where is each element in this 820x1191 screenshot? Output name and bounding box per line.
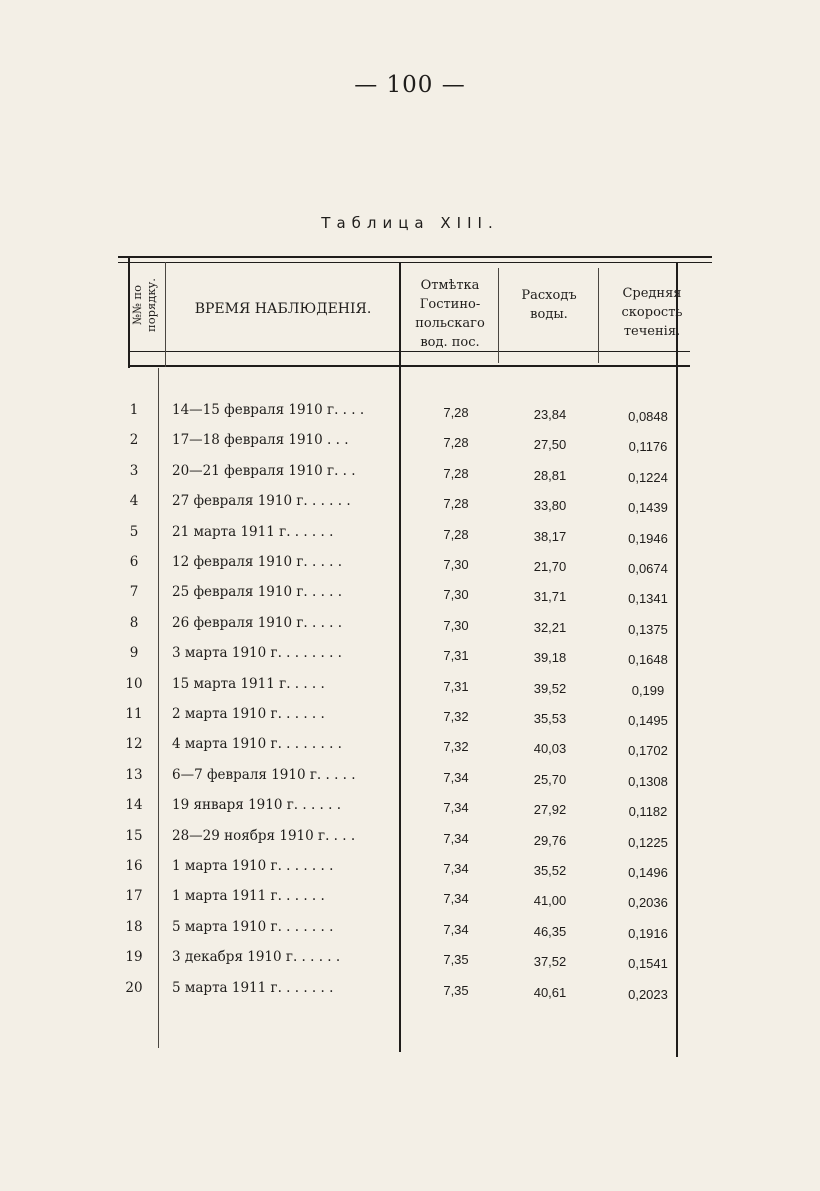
table-row bbox=[0, 609, 820, 639]
header-num-label: №№ по порядку. bbox=[130, 278, 158, 332]
water-discharge: 35,52 bbox=[533, 863, 567, 878]
mean-velocity: 0,1308 bbox=[628, 773, 668, 789]
mean-velocity: 0,1916 bbox=[628, 925, 668, 941]
mean-velocity: 0,199 bbox=[631, 682, 665, 698]
gauge-mark: 7,32 bbox=[443, 709, 469, 724]
row-number: 10 bbox=[125, 675, 143, 692]
gauge-mark: 7,34 bbox=[443, 861, 469, 876]
row-number: 2 bbox=[129, 432, 139, 449]
table-row bbox=[0, 822, 820, 852]
table-top-rule-secondary bbox=[118, 262, 712, 263]
row-number: 11 bbox=[125, 706, 143, 722]
row-number: 14 bbox=[125, 797, 143, 814]
water-discharge: 37,52 bbox=[533, 954, 567, 970]
header-mark: Отмѣтка Гостино-польскаго вод. пос. bbox=[415, 278, 485, 350]
mean-velocity: 0,1439 bbox=[628, 500, 668, 516]
water-discharge: 33,80 bbox=[533, 498, 567, 514]
table-row bbox=[0, 396, 820, 426]
observation-time: 4 марта 1910 г. . . . . . . . bbox=[172, 736, 342, 753]
column-divider-mark bbox=[498, 268, 499, 363]
mean-velocity: 0,1341 bbox=[628, 591, 668, 607]
water-discharge: 39,18 bbox=[533, 650, 567, 666]
table-row bbox=[0, 457, 820, 487]
table-row bbox=[0, 426, 820, 456]
table-row bbox=[0, 761, 820, 791]
header-bottom-rule-thick bbox=[130, 365, 690, 367]
observation-time: 5 марта 1910 г. . . . . . . bbox=[172, 918, 334, 935]
mean-velocity: 0,1225 bbox=[628, 834, 668, 850]
table-row bbox=[0, 882, 820, 912]
mean-velocity: 0,2036 bbox=[628, 895, 668, 911]
gauge-mark: 7,28 bbox=[443, 435, 469, 451]
observation-time: 2 марта 1910 г. . . . . . bbox=[172, 706, 325, 722]
observation-time: 27 февраля 1910 г. . . . . . bbox=[172, 493, 351, 510]
water-discharge: 27,92 bbox=[533, 802, 567, 818]
mean-velocity: 0,1176 bbox=[628, 439, 668, 455]
gauge-mark: 7,28 bbox=[443, 405, 469, 420]
table-row bbox=[0, 578, 820, 608]
table-row bbox=[0, 639, 820, 669]
gauge-mark: 7,31 bbox=[443, 678, 469, 694]
water-discharge: 32,21 bbox=[533, 619, 567, 635]
mean-velocity: 0,1946 bbox=[628, 530, 668, 546]
header-flow: Расходъ воды. bbox=[521, 288, 577, 322]
table-row bbox=[0, 730, 820, 760]
gauge-mark: 7,28 bbox=[443, 465, 469, 481]
mean-velocity: 0,1648 bbox=[628, 652, 668, 668]
water-discharge: 38,17 bbox=[533, 528, 567, 544]
observation-time: 28—29 ноября 1910 г. . . . bbox=[172, 827, 356, 844]
table-row bbox=[0, 974, 820, 1004]
table-title: Таблица XIII. bbox=[321, 214, 499, 232]
header-speed: Средняя скорость теченія. bbox=[621, 286, 683, 339]
row-number: 6 bbox=[129, 554, 139, 570]
table-row bbox=[0, 487, 820, 517]
observation-time: 19 января 1910 г. . . . . . bbox=[172, 797, 342, 814]
table-row bbox=[0, 518, 820, 548]
table-row bbox=[0, 943, 820, 973]
page-number: — 100 — bbox=[354, 72, 466, 98]
table-row bbox=[0, 670, 820, 700]
observation-time: 3 марта 1910 г. . . . . . . . bbox=[172, 645, 342, 662]
gauge-mark: 7,34 bbox=[443, 800, 469, 816]
mean-velocity: 0,1182 bbox=[628, 804, 668, 820]
gauge-mark: 7,34 bbox=[443, 921, 469, 937]
observation-time: 26 февраля 1910 г. . . . . bbox=[172, 614, 343, 631]
water-discharge: 29,76 bbox=[533, 832, 567, 848]
header-num bbox=[124, 262, 164, 348]
observation-time: 15 марта 1911 г. . . . . bbox=[172, 675, 325, 692]
gauge-mark: 7,34 bbox=[443, 769, 469, 785]
column-divider-flow bbox=[598, 268, 599, 363]
water-discharge: 40,03 bbox=[533, 741, 567, 757]
observation-time: 12 февраля 1910 г. . . . . bbox=[172, 554, 343, 570]
observation-time: 1 марта 1911 г. . . . . . bbox=[172, 888, 325, 905]
mean-velocity: 0,1375 bbox=[628, 621, 668, 637]
observation-time: 21 марта 1911 г. . . . . . bbox=[172, 523, 334, 540]
table-row bbox=[0, 700, 820, 730]
water-discharge: 35,53 bbox=[533, 711, 567, 726]
table-row bbox=[0, 913, 820, 943]
table-row bbox=[0, 548, 820, 578]
row-number: 7 bbox=[129, 584, 139, 601]
mean-velocity: 0,1702 bbox=[628, 743, 668, 759]
row-number: 17 bbox=[125, 888, 143, 905]
table-row bbox=[0, 791, 820, 821]
gauge-mark: 7,34 bbox=[443, 891, 469, 907]
gauge-mark: 7,35 bbox=[443, 952, 469, 968]
mean-velocity: 0,0674 bbox=[628, 561, 668, 576]
gauge-mark: 7,30 bbox=[443, 557, 469, 572]
water-discharge: 21,70 bbox=[533, 559, 567, 574]
water-discharge: 40,61 bbox=[533, 984, 567, 1000]
water-discharge: 23,84 bbox=[533, 407, 567, 422]
row-number: 19 bbox=[125, 949, 143, 966]
observation-time: 3 декабря 1910 г. . . . . . bbox=[172, 949, 341, 966]
water-discharge: 39,52 bbox=[533, 680, 567, 696]
row-number: 16 bbox=[125, 858, 143, 874]
mean-velocity: 0,1224 bbox=[628, 469, 668, 485]
gauge-mark: 7,34 bbox=[443, 830, 469, 846]
observation-time: 20—21 февраля 1910 г. . . bbox=[172, 462, 356, 479]
gauge-mark: 7,28 bbox=[443, 496, 469, 512]
water-discharge: 25,70 bbox=[533, 771, 567, 787]
row-number: 4 bbox=[129, 493, 139, 510]
row-number: 5 bbox=[129, 523, 139, 540]
mean-velocity: 0,1495 bbox=[628, 713, 668, 728]
row-number: 1 bbox=[129, 402, 139, 418]
row-number: 9 bbox=[129, 645, 139, 662]
row-number: 13 bbox=[125, 766, 143, 783]
water-discharge: 41,00 bbox=[533, 893, 567, 909]
observation-time: 25 февраля 1910 г. . . . . bbox=[172, 584, 343, 601]
row-number: 18 bbox=[125, 918, 143, 935]
observation-time: 14—15 февраля 1910 г. . . . bbox=[172, 402, 365, 418]
gauge-mark: 7,28 bbox=[443, 526, 469, 542]
water-discharge: 27,50 bbox=[533, 437, 567, 453]
row-number: 3 bbox=[129, 462, 139, 479]
gauge-mark: 7,30 bbox=[443, 617, 469, 633]
mean-velocity: 0,2023 bbox=[628, 986, 668, 1002]
gauge-mark: 7,31 bbox=[443, 648, 469, 664]
gauge-mark: 7,32 bbox=[443, 739, 469, 755]
row-number: 8 bbox=[129, 614, 139, 631]
table-row bbox=[0, 852, 820, 882]
water-discharge: 46,35 bbox=[533, 923, 567, 939]
gauge-mark: 7,35 bbox=[443, 982, 469, 998]
row-number: 12 bbox=[125, 736, 143, 753]
observation-time: 17—18 февраля 1910 . . . bbox=[172, 432, 349, 449]
water-discharge: 28,81 bbox=[533, 467, 567, 483]
header-time: ВРЕМЯ НАБЛЮДЕНІЯ. bbox=[194, 301, 372, 317]
gauge-mark: 7,30 bbox=[443, 587, 469, 603]
row-number: 15 bbox=[125, 827, 143, 844]
observation-time: 5 марта 1911 г. . . . . . . bbox=[172, 979, 334, 996]
row-number: 20 bbox=[125, 979, 143, 996]
mean-velocity: 0,1496 bbox=[628, 865, 668, 880]
mean-velocity: 0,0848 bbox=[628, 409, 668, 424]
mean-velocity: 0,1541 bbox=[628, 956, 668, 972]
observation-time: 1 марта 1910 г. . . . . . . bbox=[172, 858, 334, 874]
observation-time: 6—7 февраля 1910 г. . . . . bbox=[172, 766, 356, 783]
water-discharge: 31,71 bbox=[533, 589, 567, 605]
table-top-rule bbox=[118, 256, 712, 258]
column-divider-num bbox=[165, 262, 166, 367]
